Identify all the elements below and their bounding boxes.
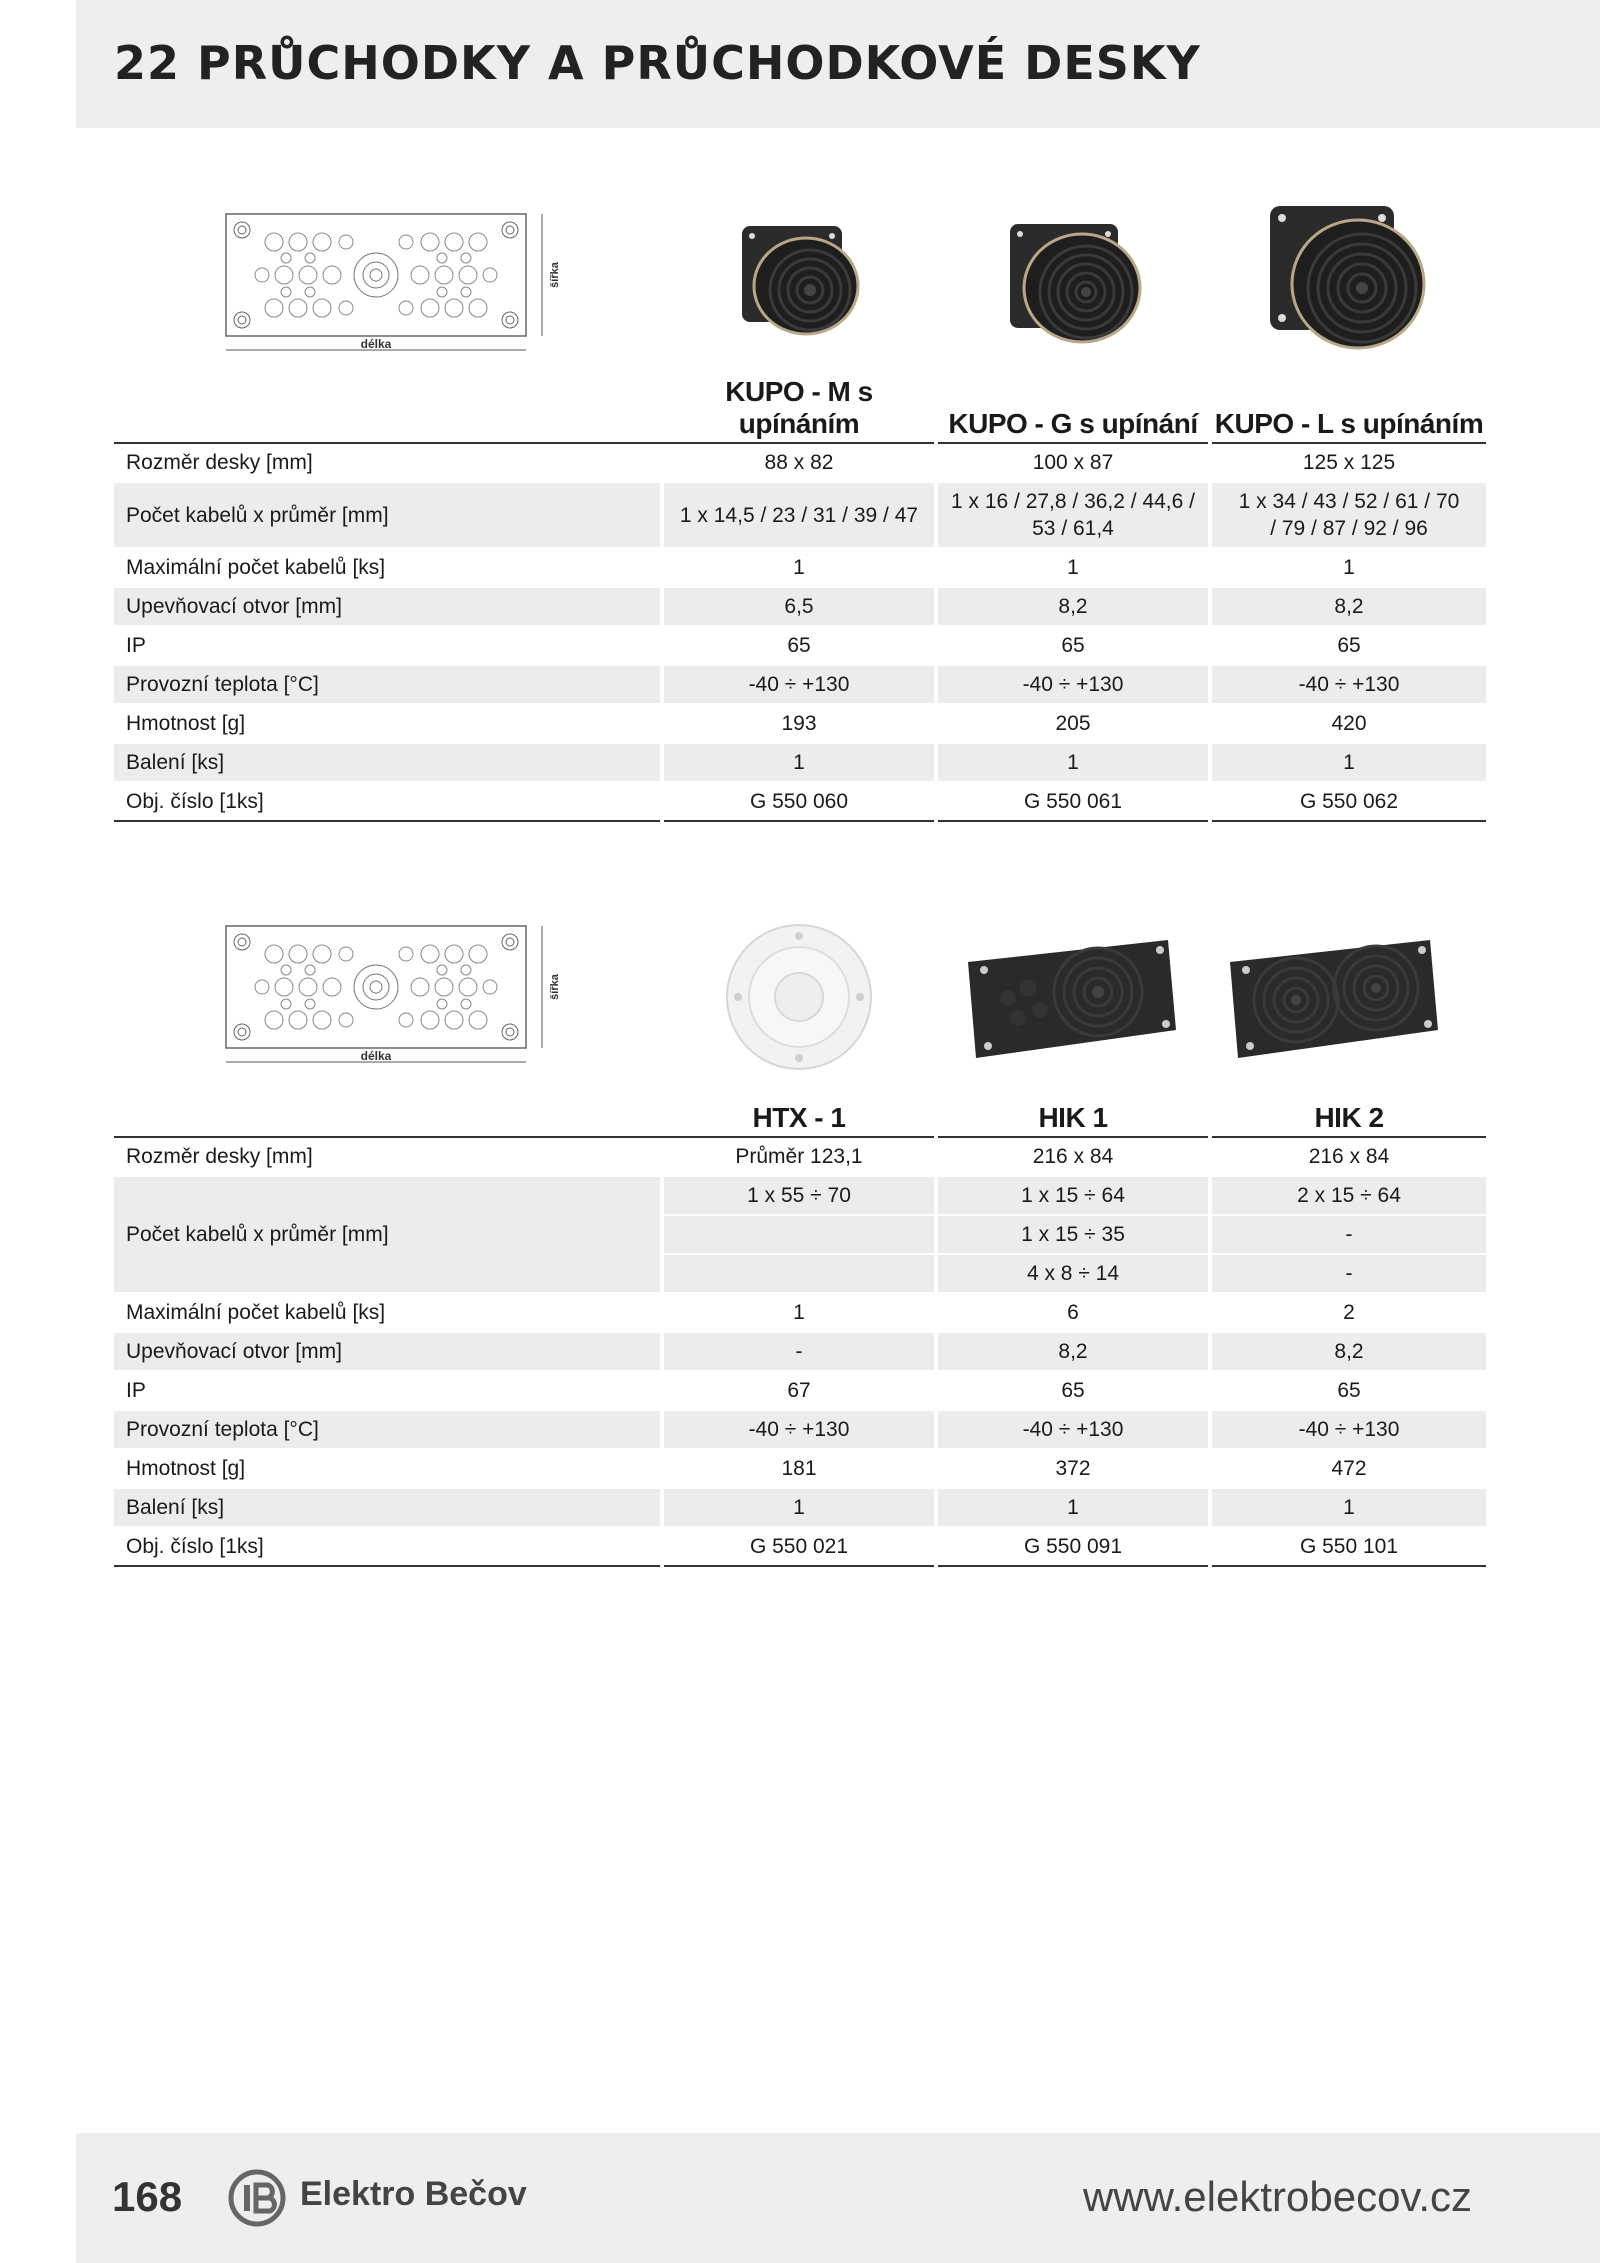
cell	[664, 1215, 934, 1254]
cell: 65	[1212, 626, 1486, 665]
spec-table-kupo	[114, 376, 1486, 822]
cell: 1 x 15 ÷ 35	[938, 1215, 1208, 1254]
logo-text: Elektro Bečov	[300, 2175, 527, 2213]
row-label: Hmotnost [g]	[114, 704, 660, 743]
hik-2-image	[1226, 934, 1446, 1064]
cell: 193	[664, 704, 934, 743]
table-row	[114, 665, 1486, 704]
hik-1-image	[964, 934, 1184, 1064]
kupo-g-image	[1004, 218, 1154, 356]
table-row	[114, 1137, 1486, 1176]
column-header: KUPO - L s upínáním	[1212, 376, 1486, 443]
cell: G 550 061	[938, 782, 1208, 821]
cell: 1	[664, 548, 934, 587]
cell: 1 x 14,5 / 23 / 31 / 39 / 47	[664, 482, 934, 548]
cell: 4 x 8 ÷ 14	[938, 1254, 1208, 1293]
row-label: Provozní teplota [°C]	[114, 1410, 660, 1449]
table-row	[114, 587, 1486, 626]
cell: 100 x 87	[938, 443, 1208, 482]
cell: 472	[1212, 1449, 1486, 1488]
column-header: HTX - 1	[664, 1088, 934, 1137]
cell: 2	[1212, 1293, 1486, 1332]
cell: -40 ÷ +130	[664, 1410, 934, 1449]
gland-plate-drawing	[224, 202, 684, 362]
cell: 1 x 16 / 27,8 / 36,2 / 44,6 / 53 / 61,4	[938, 482, 1208, 548]
cell: 2 x 15 ÷ 64	[1212, 1176, 1486, 1215]
cell: -40 ÷ +130	[1212, 1410, 1486, 1449]
cell: 1	[664, 1488, 934, 1527]
kupo-l-image	[1264, 200, 1434, 360]
width-label: šířka	[549, 974, 561, 1000]
row-label: Hmotnost [g]	[114, 1449, 660, 1488]
cell: 1 x 15 ÷ 64	[938, 1176, 1208, 1215]
cell: Průměr 123,1	[664, 1137, 934, 1176]
cell: 216 x 84	[938, 1137, 1208, 1176]
table-row	[114, 1488, 1486, 1527]
cell: -40 ÷ +130	[1212, 665, 1486, 704]
table-row	[114, 1449, 1486, 1488]
cell: 65	[938, 626, 1208, 665]
cell: -40 ÷ +130	[664, 665, 934, 704]
cell: 1	[1212, 743, 1486, 782]
row-label: Maximální počet kabelů [ks]	[114, 548, 660, 587]
length-label: délka	[360, 1049, 392, 1063]
column-header: HIK 2	[1212, 1088, 1486, 1137]
cell: 1 x 34 / 43 / 52 / 61 / 70 / 79 / 87 / 92 / 96	[1212, 482, 1486, 548]
row-label: IP	[114, 1371, 660, 1410]
table-row	[114, 1332, 1486, 1371]
cell: 65	[1212, 1371, 1486, 1410]
cell: -40 ÷ +130	[938, 1410, 1208, 1449]
cell: 1	[938, 743, 1208, 782]
table-row	[114, 1527, 1486, 1566]
row-label: Počet kabelů x průměr [mm]	[114, 482, 660, 548]
section-htx-hik	[114, 912, 1486, 1558]
column-header: KUPO - M s upínáním	[664, 376, 934, 443]
cell: 1 x 55 ÷ 70	[664, 1176, 934, 1215]
table-row	[114, 1410, 1486, 1449]
cell: 65	[664, 626, 934, 665]
cell: -	[1212, 1254, 1486, 1293]
table-header-row	[114, 376, 1486, 443]
table-row	[114, 1371, 1486, 1410]
column-header: HIK 1	[938, 1088, 1208, 1137]
cell: G 550 021	[664, 1527, 934, 1566]
row-label: Balení [ks]	[114, 743, 660, 782]
cell: -	[1212, 1215, 1486, 1254]
page-title: 22 PRŮCHODKY A PRŮCHODKOVÉ DESKY	[114, 36, 1201, 90]
table-row	[114, 548, 1486, 587]
cell: 1	[938, 1488, 1208, 1527]
cell: 216 x 84	[1212, 1137, 1486, 1176]
cell: 205	[938, 704, 1208, 743]
cell: 1	[938, 548, 1208, 587]
row-label: Rozměr desky [mm]	[114, 443, 660, 482]
row-label: IP	[114, 626, 660, 665]
cell: 1	[664, 1293, 934, 1332]
column-header: KUPO - G s upínání	[938, 376, 1208, 443]
row-label: Upevňovací otvor [mm]	[114, 587, 660, 626]
cell: 372	[938, 1449, 1208, 1488]
spec-table-htx-hik	[114, 1088, 1486, 1567]
cell: 1	[1212, 1488, 1486, 1527]
cell: -40 ÷ +130	[938, 665, 1208, 704]
website-url[interactable]: www.elektrobecov.cz	[1082, 2173, 1472, 2220]
row-label: Maximální počet kabelů [ks]	[114, 1293, 660, 1332]
cell: 1	[1212, 548, 1486, 587]
cell: 67	[664, 1371, 934, 1410]
elektro-becov-logo-icon	[226, 2167, 300, 2229]
page-footer	[76, 2133, 1600, 2263]
row-label: Provozní teplota [°C]	[114, 665, 660, 704]
cell: G 550 062	[1212, 782, 1486, 821]
table-row	[114, 482, 1486, 548]
cell: 8,2	[938, 587, 1208, 626]
table-header-row	[114, 1088, 1486, 1137]
kupo-m-image	[734, 220, 874, 350]
page-header	[76, 0, 1600, 128]
length-label: délka	[360, 337, 392, 351]
table-row	[114, 1293, 1486, 1332]
htx-1-image	[724, 922, 874, 1072]
table-row	[114, 743, 1486, 782]
section-kupo	[114, 200, 1486, 813]
table-row	[114, 626, 1486, 665]
gland-plate-drawing	[224, 914, 684, 1074]
cell: 6	[938, 1293, 1208, 1332]
page-number: 168	[112, 2173, 183, 2220]
cell: 8,2	[1212, 1332, 1486, 1371]
cell: 88 x 82	[664, 443, 934, 482]
width-label: šířka	[549, 262, 561, 288]
table-row	[114, 782, 1486, 821]
row-label: Upevňovací otvor [mm]	[114, 1332, 660, 1371]
table-row	[114, 443, 1486, 482]
cell: 420	[1212, 704, 1486, 743]
cell: 8,2	[1212, 587, 1486, 626]
cell: 181	[664, 1449, 934, 1488]
row-label: Obj. číslo [1ks]	[114, 782, 660, 821]
cell	[664, 1254, 934, 1293]
cell: 1	[664, 743, 934, 782]
row-label: Obj. číslo [1ks]	[114, 1527, 660, 1566]
cell: G 550 060	[664, 782, 934, 821]
row-label: Rozměr desky [mm]	[114, 1137, 660, 1176]
row-label: Počet kabelů x průměr [mm]	[114, 1176, 660, 1293]
cell: 8,2	[938, 1332, 1208, 1371]
cell: 65	[938, 1371, 1208, 1410]
cell: G 550 091	[938, 1527, 1208, 1566]
cell: 125 x 125	[1212, 443, 1486, 482]
table-row	[114, 704, 1486, 743]
cell: G 550 101	[1212, 1527, 1486, 1566]
cell: -	[664, 1332, 934, 1371]
row-label: Balení [ks]	[114, 1488, 660, 1527]
table-row	[114, 1176, 1486, 1215]
cell: 6,5	[664, 587, 934, 626]
